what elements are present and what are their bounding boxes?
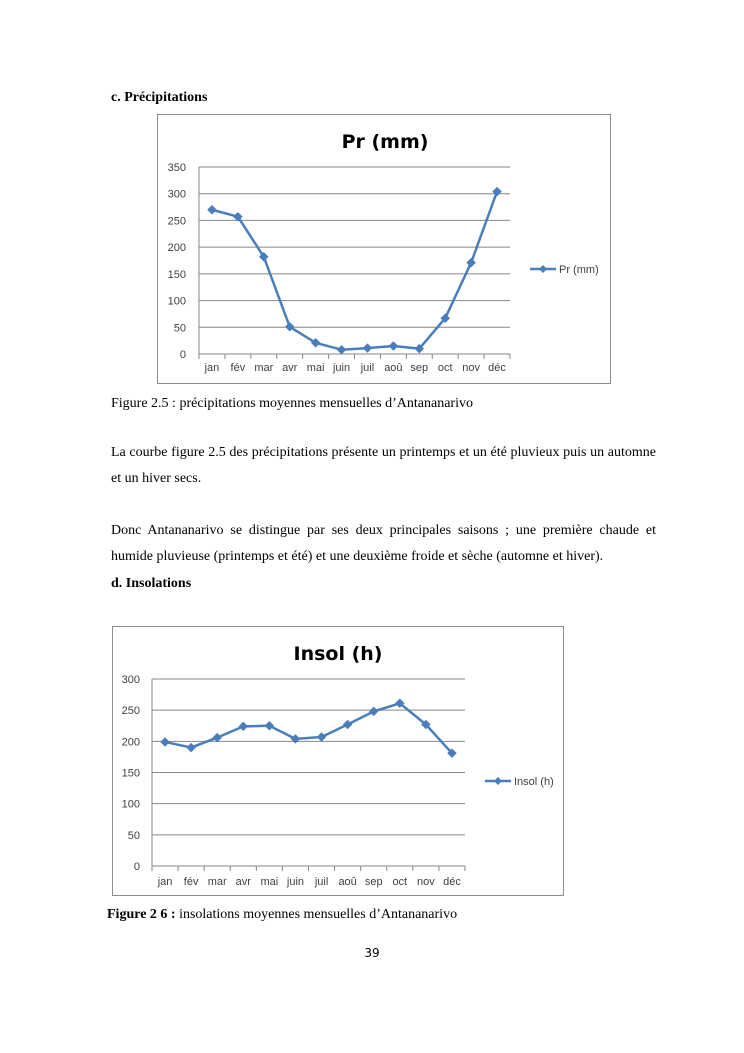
data-point (389, 341, 398, 350)
data-point (265, 721, 274, 730)
chart-title: Pr (mm) (341, 131, 429, 153)
x-tick-label: mar (207, 876, 227, 888)
insolation-chart (112, 626, 564, 896)
x-tick-label: juin (286, 876, 305, 888)
precipitation-chart (157, 114, 611, 384)
x-tick-label: jan (157, 876, 173, 888)
y-tick-label: 150 (121, 767, 140, 780)
x-tick-label: oct (392, 876, 408, 888)
figure-2-6-text: insolations moyennes mensuelles d’Antananarivo (175, 907, 458, 922)
y-tick-label: 350 (167, 162, 186, 174)
paragraph-seasons: Donc Antananarivo se distingue par ses deux principales saisons ; une première chaude et humide pluvieuse (printemps et été) et une deuxième froide et sèche (automne et hiver). (111, 523, 656, 564)
y-tick-label: 250 (121, 705, 140, 718)
x-tick-label: aoû (338, 876, 357, 888)
precipitation-chart-svg (158, 115, 612, 385)
x-tick-label: avr (282, 362, 298, 374)
chart-title: Insol (h) (293, 643, 383, 665)
section-heading-insolations: d. Insolations (111, 576, 192, 591)
figure-2-6-caption (107, 907, 457, 923)
figure-2-6-label: Figure 2 6 : (107, 907, 176, 922)
data-point (337, 345, 346, 354)
y-tick-label: 200 (121, 736, 140, 749)
series-line (212, 192, 497, 350)
data-point (239, 722, 248, 731)
y-tick-label: 100 (167, 295, 186, 308)
data-point (343, 720, 352, 729)
data-point (317, 732, 326, 741)
x-tick-label: avr (235, 876, 251, 888)
legend-marker (539, 265, 547, 273)
x-tick-label: jan (204, 362, 220, 374)
x-tick-label: juin (332, 362, 351, 374)
page-number: 39 (364, 946, 380, 960)
section-heading-precipitations: c. Précipitations (111, 90, 208, 105)
data-point (187, 743, 196, 752)
x-tick-label: mar (254, 362, 274, 374)
legend-label: Insol (h) (514, 776, 554, 788)
x-tick-label: mai (306, 362, 325, 374)
insolation-chart-svg (113, 627, 565, 897)
y-tick-label: 100 (121, 798, 140, 811)
data-point (467, 258, 476, 267)
x-tick-label: déc (488, 362, 506, 374)
legend-marker (494, 777, 502, 785)
y-tick-label: 200 (167, 242, 186, 255)
y-tick-label: 50 (173, 322, 186, 335)
data-point (493, 187, 502, 196)
legend-label: Pr (mm) (559, 264, 599, 276)
paragraph-precipitation-curve: La courbe figure 2.5 des précipitations présente un printemps et un été pluvieux puis un automne et un hiver secs. (111, 445, 656, 486)
data-point (369, 707, 378, 716)
data-point (291, 734, 300, 743)
y-tick-label: 250 (167, 215, 186, 228)
y-tick-label: 300 (167, 188, 186, 201)
x-tick-label: fév (183, 876, 199, 888)
x-tick-label: juil (314, 876, 329, 888)
x-tick-label: déc (443, 876, 461, 888)
x-tick-label: nov (417, 876, 435, 888)
x-tick-label: nov (462, 362, 480, 374)
data-point (213, 733, 222, 742)
series-line (165, 703, 452, 753)
figure-2-5-caption: Figure 2.5 : précipitations moyennes mensuelles d’Antananarivo (111, 396, 473, 411)
x-tick-label: juil (360, 362, 375, 374)
x-tick-label: mai (260, 876, 279, 888)
y-tick-label: 0 (133, 861, 140, 873)
x-tick-label: sep (364, 876, 383, 888)
y-tick-label: 0 (179, 349, 186, 361)
x-tick-label: fév (230, 362, 246, 374)
data-point (161, 737, 170, 746)
data-point (207, 205, 216, 214)
x-tick-label: oct (437, 362, 453, 374)
x-tick-label: aoû (384, 362, 403, 374)
x-tick-label: sep (410, 362, 429, 374)
y-tick-label: 150 (167, 268, 186, 281)
y-tick-label: 300 (121, 674, 140, 686)
data-point (363, 344, 372, 353)
y-tick-label: 50 (127, 829, 140, 842)
